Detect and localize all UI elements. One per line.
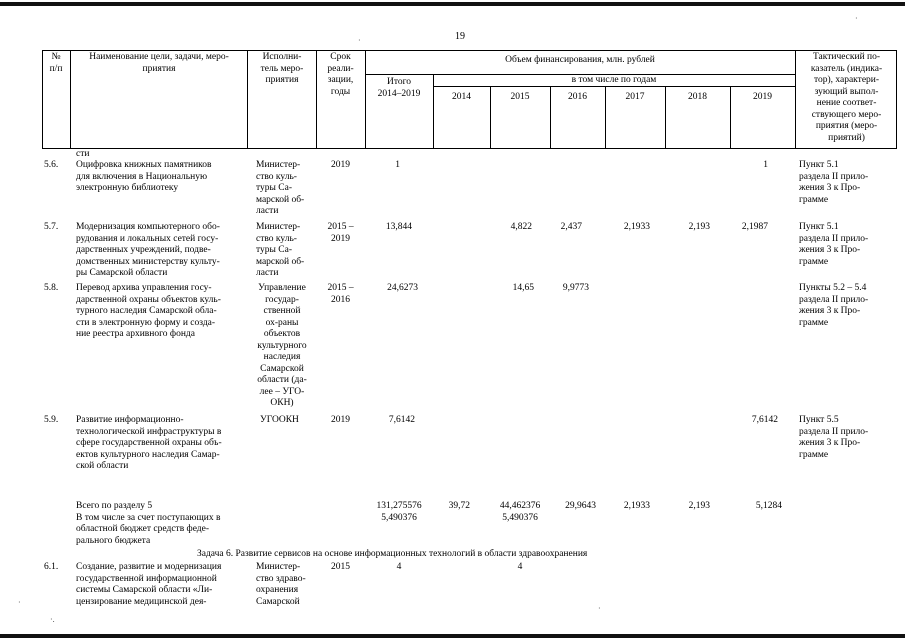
row-total: 24,6273 — [387, 283, 418, 293]
header-indicator: Тактический по- казатель (индика- тор), характери- зующий выпол- нение соответ- ствующего меро- приятия (меро- приятий) — [810, 52, 883, 143]
row-term: 2019 — [331, 160, 350, 170]
row-y2015: 14,65 — [512, 283, 534, 293]
header-year-2015: 2015 — [510, 92, 530, 102]
row-num: 5.7. — [44, 222, 59, 232]
row-executor: Управление государ- ственной ох-раны объектов культурного наследия Самарской области (да- лее – УГО- ОКН) — [257, 283, 307, 408]
col-line — [896, 50, 897, 148]
header-year-2017: 2017 — [625, 92, 645, 102]
header-by-years: в том числе по годам — [571, 75, 657, 85]
row-y2019: 7,6142 — [751, 415, 778, 425]
row-indicator: Пункт 5.1 раздела II прило- жения 3 к Про- грамме — [799, 222, 869, 267]
row-executor: Министер- ство здраво- охранения Самарской — [256, 562, 306, 607]
row-term: 2015 – 2016 — [327, 283, 354, 305]
header-year-2018: 2018 — [688, 92, 707, 102]
total-label: Всего по разделу 5 В том числе за счет поступающих в областной бюджет средств феде- рального бюджета — [76, 501, 221, 546]
row-y2019: 1 — [763, 160, 768, 170]
row-executor: Министер- ство куль- туры Са- марской об- ласти — [256, 222, 305, 278]
row-name: Модернизация компьютерного обо- рудования и локальных сетей госу- дарственных учреждений, подве- домственных министерству культу- ры Самарской области — [76, 222, 220, 278]
top-border — [0, 2, 905, 6]
scan-speck: · — [598, 604, 601, 613]
total-sum: 131,275576 5,490376 — [376, 501, 422, 523]
carry-text: сти — [76, 149, 90, 159]
bottom-border — [0, 634, 905, 638]
total-y2017: 2,1933 — [623, 501, 650, 511]
row-y2019: 2,1987 — [741, 222, 768, 232]
row-executor: Министер- ство куль- туры Са- марской об- ласти — [256, 160, 305, 216]
row-y2018: 2,193 — [688, 222, 710, 232]
scan-speck: ·. — [50, 615, 55, 624]
header-year-2019: 2019 — [753, 92, 772, 102]
header-term: Срок реали- зации, годы — [327, 52, 354, 97]
total-y2016: 29,9643 — [565, 501, 596, 511]
row-num: 5.6. — [44, 160, 59, 170]
total-y2015: 44,462376 5,490376 — [499, 501, 541, 523]
task-heading: Задача 6. Развитие сервисов на основе информационных технологий в области здравоохранения — [197, 549, 588, 559]
page-number: 19 — [455, 31, 465, 42]
col-line — [70, 50, 71, 148]
header-year-2014: 2014 — [452, 92, 471, 102]
row-y2015: 4,822 — [510, 222, 532, 232]
row-y2016: 9,9773 — [562, 283, 589, 293]
row-total: 7,6142 — [388, 415, 415, 425]
row-name: Развитие информационно- технологической инфраструктуры в сфере государственной охраны объ- ектов культурного наследия Самар- ской области — [76, 415, 222, 471]
row-total: 4 — [396, 562, 402, 572]
row-num: 5.8. — [44, 283, 59, 293]
header-year-2016: 2016 — [568, 92, 587, 102]
row-term: 2015 – 2019 — [327, 222, 354, 244]
scan-speck: · — [358, 36, 361, 45]
header-num: № п/п — [49, 52, 63, 74]
scan-speck: · — [855, 14, 858, 23]
row-executor: УГООКН — [260, 415, 299, 425]
row-name: Создание, развитие и модернизация государственной информационной системы Самарской области «Ли- цензирование медицинской дея- — [76, 562, 222, 607]
total-y2014: 39,72 — [448, 501, 470, 511]
header-executor: Исполни- тель меро- приятия — [260, 52, 304, 85]
row-total: 1 — [395, 160, 400, 170]
row-term: 2019 — [331, 415, 350, 425]
header-bottom-line — [42, 148, 897, 149]
table-top-line — [42, 50, 897, 51]
row-name: Оцифровка книжных памятников для включения в Национальную электронную библиотеку — [76, 160, 212, 193]
scan-speck: · — [18, 598, 21, 607]
row-y2015: 4 — [517, 562, 523, 572]
total-y2018: 2,193 — [688, 501, 710, 511]
col-line — [795, 50, 796, 148]
row-total: 13,844 — [385, 222, 412, 232]
header-total: Итого 2014–2019 — [377, 77, 421, 99]
total-y2019: 5,1284 — [755, 501, 782, 511]
header-name: Наименование цели, задачи, меро- приятия — [89, 52, 229, 74]
row-num: 6.1. — [44, 562, 59, 572]
row-num: 5.9. — [44, 415, 59, 425]
row-name: Перевод архива управления госу- дарственной охраны объектов куль- турного наследия Самарской обла- сти в электронную форму и созда- ние реестра архивного фонда — [76, 283, 221, 339]
header-financing: Объем финансирования, млн. рублей — [505, 55, 655, 65]
row-indicator: Пункты 5.2 – 5.4 раздела II прило- жения 3 к Про- грамме — [799, 283, 869, 328]
row-y2017: 2,1933 — [623, 222, 650, 232]
row-term: 2015 — [331, 562, 350, 572]
row-indicator: Пункт 5.1 раздела II прило- жения 3 к Про- грамме — [799, 160, 869, 205]
row-indicator: Пункт 5.5 раздела II прило- жения 3 к Про- грамме — [799, 415, 869, 460]
row-y2016: 2,437 — [560, 222, 582, 232]
